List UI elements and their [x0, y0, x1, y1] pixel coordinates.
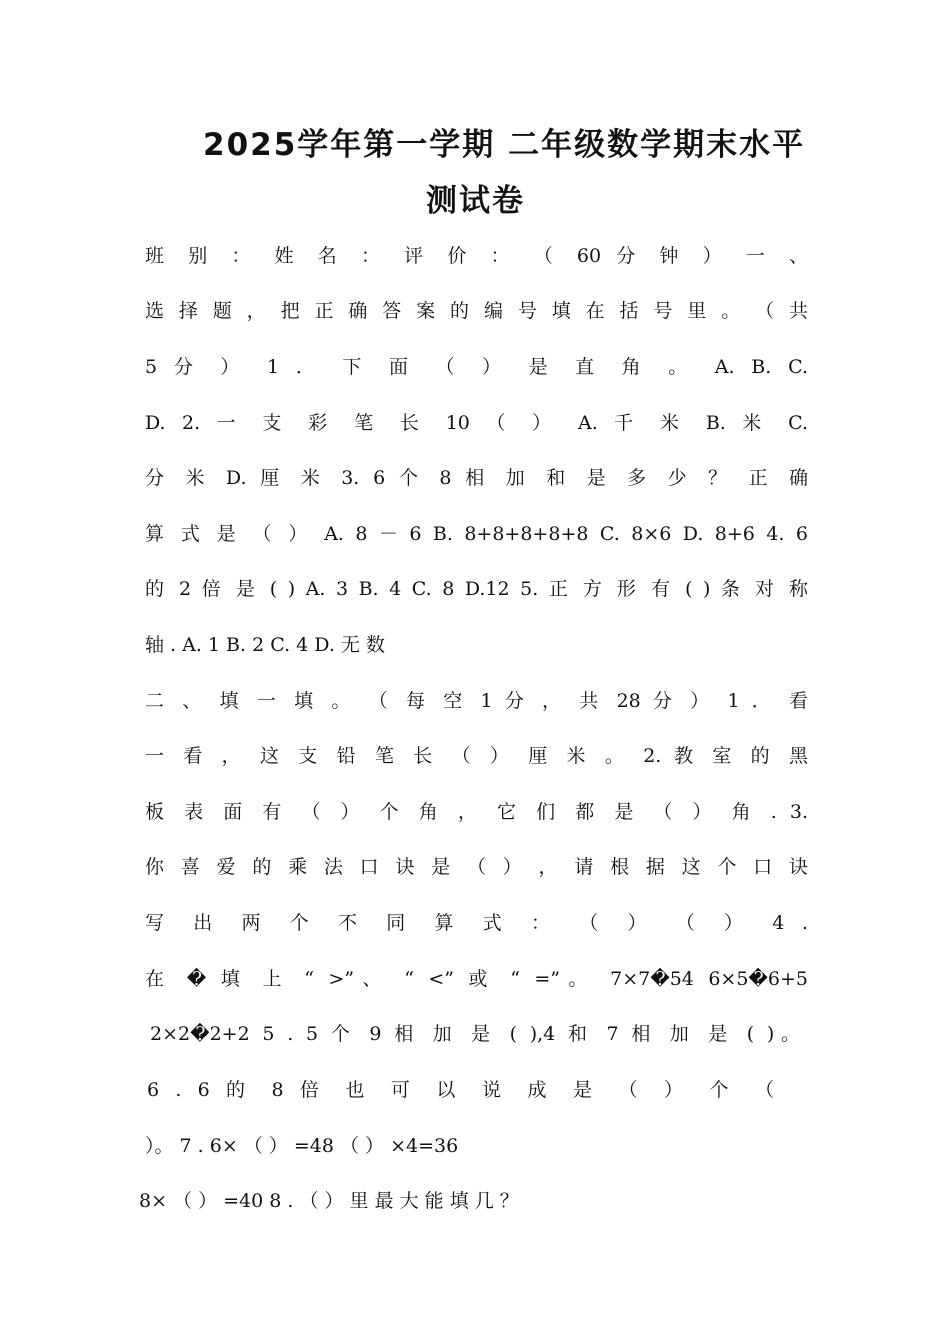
- exam-title-line-1: 2025学年第一学期 二年级数学期末水平: [203, 127, 806, 163]
- text-line: 选 择 题 ， 把 正 确 答 案 的 编 号 填 在 括 号 里 。 （ 共: [145, 300, 808, 322]
- text-line: 二 、 填 一 填 。 （ 每 空 1 分 ， 共 28 分 ） 1 ． 看: [145, 690, 808, 712]
- text-line: 一 看 ， 这 支 铅 笔 长 （ ） 厘 米 。 2. 教 室 的 黑: [145, 745, 808, 767]
- text-line: 算 式 是 （ ） A. 8 － 6 B. 8+8+8+8+8 C. 8×6 D. 8+6 4. 6: [145, 523, 808, 545]
- text-line: 分 米 D. 厘 米 3. 6 个 8 相 加 和 是 多 少 ？ 正 确: [145, 467, 808, 489]
- text-line: 6 . 6 的 8 倍 也 可 以 说 成 是 （ ） 个 （: [147, 1079, 774, 1101]
- text-line: 8× （ ） =40 8 . （ ） 里 最 大 能 填 几 ？: [139, 1190, 519, 1212]
- text-line: 你 喜 爱 的 乘 法 口 诀 是 （ ） ， 请 根 据 这 个 口 诀: [145, 856, 808, 878]
- text-line: 写 出 两 个 不 同 算 式 ： （ ） （ ） 4 .: [145, 912, 808, 934]
- text-line: 轴 . A. 1 B. 2 C. 4 D. 无 数: [145, 634, 385, 656]
- text-line: D. 2. 一 支 彩 笔 长 10 （ ） A. 千 米 B. 米 C.: [145, 412, 808, 434]
- exam-title-line-2: 测试卷: [426, 183, 525, 219]
- text-line: 班 别 ： 姓 名 ： 评 价 ： （ 60 分 钟 ） 一 、: [145, 245, 808, 267]
- text-line: 板 表 面 有 （ ） 个 角 ， 它 们 都 是 （ ） 角 . 3.: [145, 801, 808, 823]
- text-line: 的 2 倍 是 ( ) A. 3 B. 4 C. 8 D.12 5. 正 方 形 有 ( ) 条 对 称: [145, 578, 808, 600]
- text-line: 2×2�2+2 5 . 5 个 9 相 加 是 ( ),4 和 7 相 加 是 ( )。: [150, 1023, 800, 1045]
- text-line: 在 � 填 上 “ >”、 “ <” 或 “ =”。 7×7�54 6×5�6+5: [145, 968, 808, 990]
- text-line: ）。 7 . 6× （ ） =48 （ ） ×4=36: [145, 1135, 459, 1157]
- text-line: 5 分 ） 1 ． 下 面 （ ） 是 直 角 。 A. B. C.: [145, 356, 808, 378]
